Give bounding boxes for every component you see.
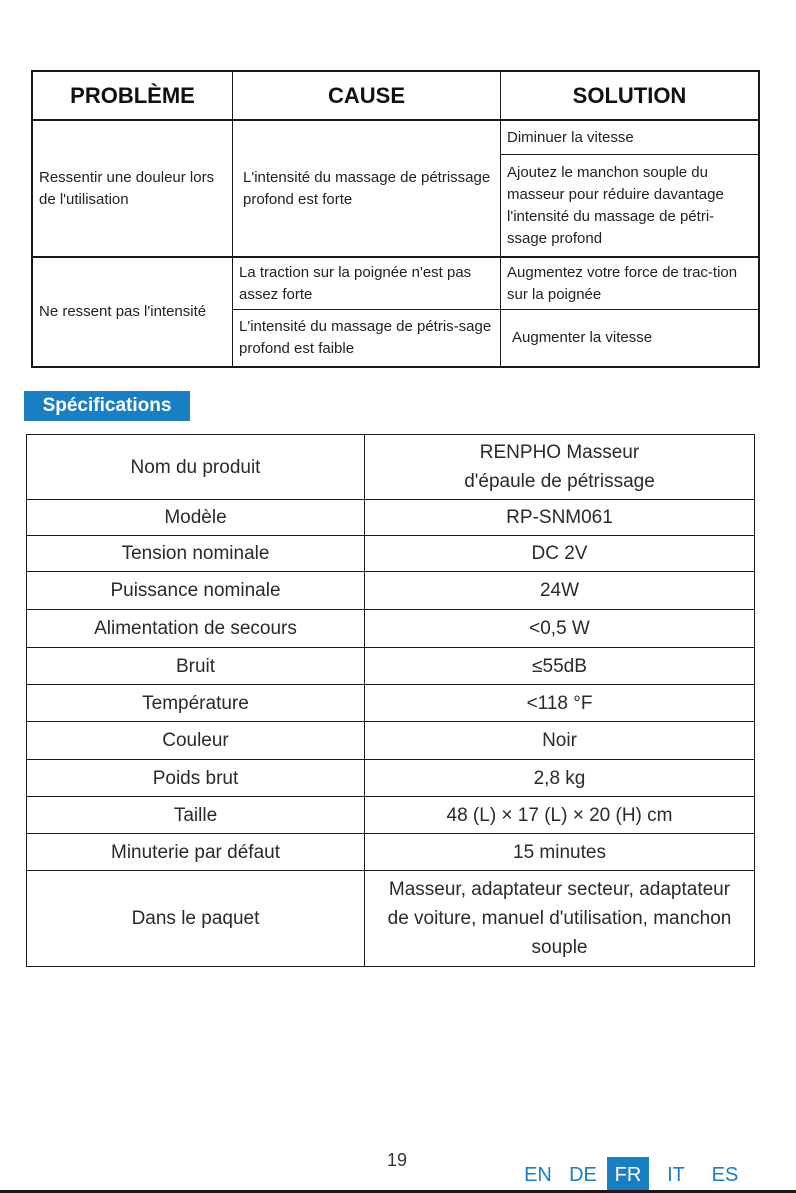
header-solution: SOLUTION bbox=[572, 82, 687, 108]
row1-cause: L'intensité du massage de pétrissage profond est forte bbox=[243, 168, 491, 208]
row2-cause2: L'intensité du massage de pétris-sage profond est faible bbox=[239, 318, 492, 357]
spec-value-0: RENPHO Masseur d'épaule de pétrissage bbox=[464, 442, 655, 492]
spec-label-0: Nom du produit bbox=[130, 456, 261, 478]
spec-label-1: Modèle bbox=[164, 507, 227, 528]
lang-es[interactable]: ES bbox=[711, 1163, 739, 1186]
row2-problem: Ne ressent pas l'intensité bbox=[39, 303, 207, 320]
spec-value-2: DC 2V bbox=[531, 543, 588, 564]
spec-value-6: <118 °F bbox=[526, 692, 593, 714]
spec-label-4: Alimentation de secours bbox=[94, 618, 297, 639]
page-number: 19 bbox=[386, 1150, 408, 1170]
spec-label-2: Tension nominale bbox=[121, 543, 270, 564]
row1-problem: Ressentir une douleur lors de l'utilisation bbox=[39, 168, 215, 208]
spec-value-9: 48 (L) × 17 (L) × 20 (H) cm bbox=[446, 804, 673, 826]
spec-value-1: RP-SNM061 bbox=[506, 507, 613, 528]
spec-value-3: 24W bbox=[539, 580, 580, 601]
spec-label-11: Dans le paquet bbox=[131, 908, 260, 929]
spec-value-5: ≤55dB bbox=[532, 655, 587, 677]
spec-label-5: Bruit bbox=[175, 655, 216, 677]
row2-cause1: La traction sur la poignée n'est pas assez forte bbox=[239, 263, 472, 303]
spec-label-3: Puissance nominale bbox=[110, 580, 281, 601]
lang-fr[interactable]: FR bbox=[607, 1157, 649, 1193]
spec-label-7: Couleur bbox=[162, 730, 229, 751]
spec-value-4: <0,5 W bbox=[529, 618, 590, 639]
row2-solution2: Augmenter la vitesse bbox=[512, 329, 653, 346]
spec-value-8: 2,8 kg bbox=[533, 767, 586, 789]
spec-value-7: Noir bbox=[542, 730, 577, 751]
specifications-heading: Spécifications bbox=[24, 391, 190, 421]
header-cause: CAUSE bbox=[327, 82, 405, 108]
row1-solution2: Ajoutez le manchon souple du masseur pour réduire davantage l'intensité du massage de pétri-ssage profond bbox=[507, 163, 724, 247]
spec-value-11: Masseur, adaptateur secteur, adaptateur de voiture, manuel d'utilisation, manchon souple bbox=[387, 879, 732, 958]
spec-label-9: Taille bbox=[173, 804, 218, 826]
row2-solution1: Augmentez votre force de trac-tion sur la poignée bbox=[507, 263, 738, 303]
lang-it[interactable]: IT bbox=[667, 1163, 685, 1186]
spec-value-10: 15 minutes bbox=[513, 841, 606, 863]
lang-de[interactable]: DE bbox=[569, 1163, 597, 1186]
row1-solution1: Diminuer la vitesse bbox=[507, 128, 634, 146]
lang-en[interactable]: EN bbox=[524, 1163, 552, 1186]
spec-label-8: Poids brut bbox=[152, 767, 239, 789]
header-problem: PROBLÈME bbox=[70, 82, 195, 108]
spec-label-10: Minuterie par défaut bbox=[111, 841, 280, 863]
spec-label-6: Température bbox=[142, 692, 249, 714]
